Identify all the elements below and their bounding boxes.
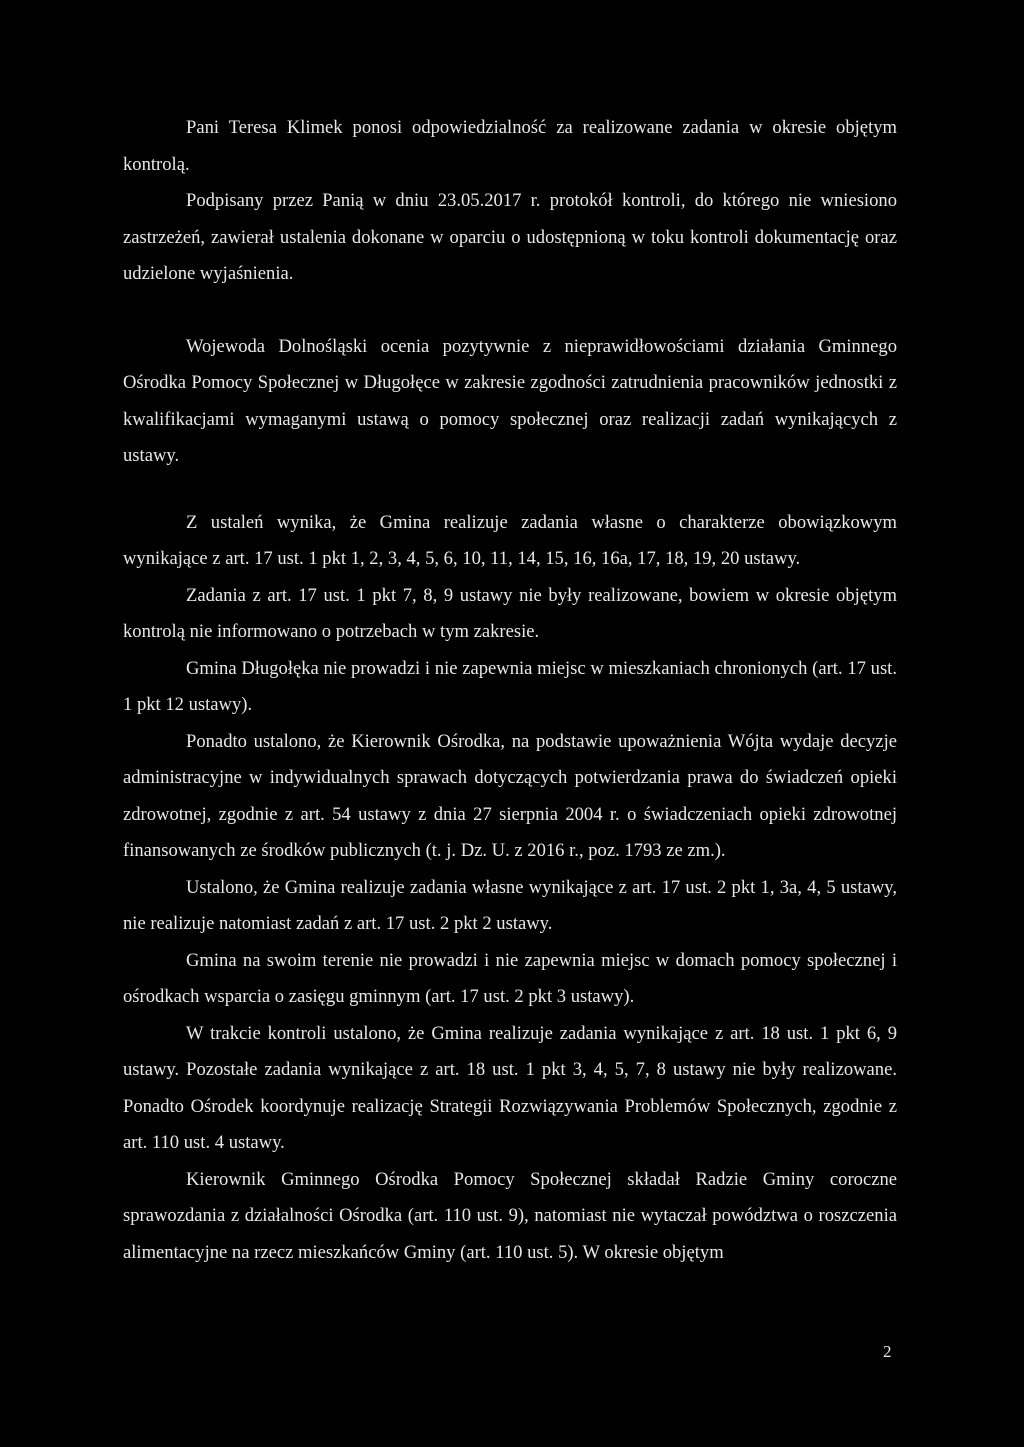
paragraph-annual-reports: Kierownik Gminnego Ośrodka Pomocy Społecznej składał Radzie Gminy coroczne sprawozdania z działalności Ośrodka (art. 110 ust. 9), natomiast nie wytaczał powództwa o roszczenia alimentacyjne na rzecz mieszkańców Gminy (art. 110 ust. 5). W okresie objętym <box>123 1168 897 1263</box>
paragraph-art18-tasks: W trakcie kontroli ustalono, że Gmina realizuje zadania wynikające z art. 18 ust. 1 pkt 6, 9 ustawy. Pozostałe zadania wynikające z art. 18 ust. 1 pkt 3, 4, 5, 7, 8 ustawy nie były realizowane. Ponadto Ośrodek koordynuje realizację Strategii Rozwiązywania Problemów Społecznych, zgodnie z art. 110 ust. 4 ustawy. <box>123 1022 897 1153</box>
paragraph-tasks-not-realized: Zadania z art. 17 ust. 1 pkt 7, 8, 9 ustawy nie były realizowane, bowiem w okresie objętym kontrolą nie informowano o potrzebach w tym zakresie. <box>123 584 897 642</box>
paragraph-responsibility: Pani Teresa Klimek ponosi odpowiedzialność za realizowane zadania w okresie objętym kontrolą. <box>123 117 897 175</box>
page-number: 2 <box>883 1342 892 1361</box>
paragraph-administrative-decisions: Ponadto ustalono, że Kierownik Ośrodka, na podstawie upoważnienia Wójta wydaje decyzje administracyjne w indywidualnych sprawach dotyczących potwierdzania prawa do świadczeń opieki zdrowotnej, zgodnie z art. 54 ustawy z dnia 27 sierpnia 2004 r. o świadczeniach opieki zdrowotnej finansowanych ze środków publicznych (t. j. Dz. U. z 2016 r., poz. 1793 ze zm.). <box>123 730 897 861</box>
paragraph-protected-housing: Gmina Długołęka nie prowadzi i nie zapewnia miejsc w mieszkaniach chronionych (art. 17 ust. 1 pkt 12 ustawy). <box>123 657 897 715</box>
paragraph-protocol-signed: Podpisany przez Panią w dniu 23.05.2017 r. protokół kontroli, do którego nie wniesiono zastrzeżeń, zawierał ustalenia dokonane w oparciu o udostępnioną w toku kontroli dokumentację oraz udzielone wyjaśnienia. <box>123 190 897 284</box>
paragraph-nursing-homes: Gmina na swoim terenie nie prowadzi i nie zapewnia miejsc w domach pomocy społecznej i ośrodkach wsparcia o zasięgu gminnym (art. 17 ust. 2 pkt 3 ustawy). <box>123 949 897 1007</box>
paragraph-own-tasks-art17-2: Ustalono, że Gmina realizuje zadania własne wynikające z art. 17 ust. 2 pkt 1, 3a, 4, 5 ustawy, nie realizuje natomiast zadań z art. 17 ust. 2 pkt 2 ustawy. <box>123 876 897 934</box>
paragraph-findings-obligatory-tasks: Z ustaleń wynika, że Gmina realizuje zadania własne o charakterze obowiązkowym wynikające z art. 17 ust. 1 pkt 1, 2, 3, 4, 5, 6, 10, 11, 14, 15, 16, 16a, 17, 18, 19, 20 ustawy. <box>123 511 897 569</box>
paragraph-voivode-assessment: Wojewoda Dolnośląski ocenia pozytywnie z nieprawidłowościami działania Gminnego Ośrodka Pomocy Społecznej w Długołęce w zakresie zgodności zatrudnienia pracowników jednostki z kwalifikacjami wymaganymi ustawą o pomocy społecznej oraz realizacji zadań wynikających z ustawy. <box>123 335 897 466</box>
document-page <box>123 110 897 1271</box>
